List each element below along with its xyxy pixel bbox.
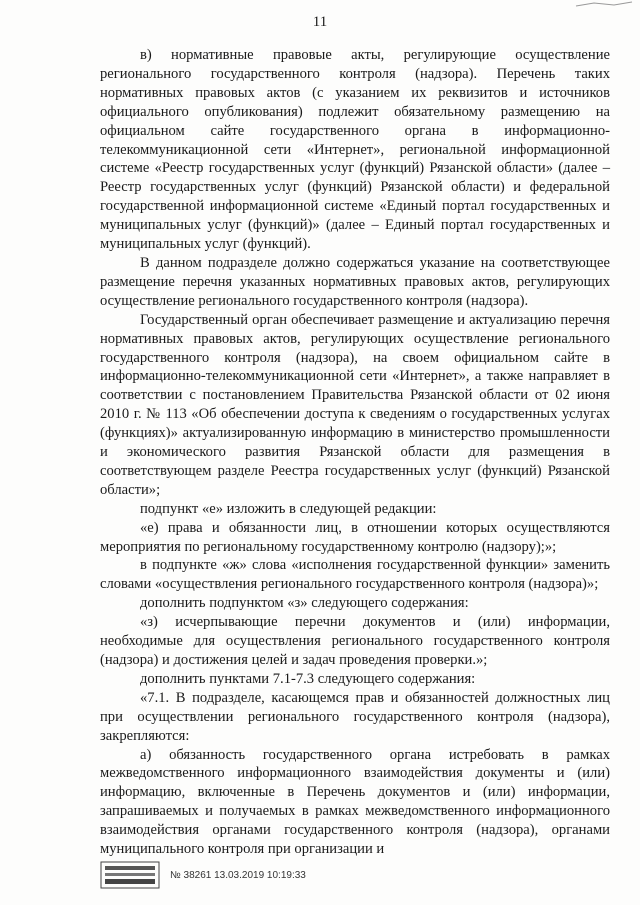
paragraph: «7.1. В подразделе, касающемся прав и обязанностей должностных лиц при осуществлении регионального государственного контроля (надзора), закрепляются:: [100, 689, 610, 744]
page-number: 11: [312, 14, 328, 30]
paragraph: «з) исчерпывающие перечни документов и (или) информации, необходимые для осуществления регионального государственного контроля (надзора) и достижения целей и задач проведения проверки.»;: [100, 614, 610, 668]
footer-stamp: [100, 860, 340, 890]
paragraph: дополнить пунктами 7.1-7.3 следующего содержания:: [140, 670, 476, 687]
body-text: [100, 46, 610, 859]
scan-artifact-mark: [574, 0, 634, 10]
paragraph: Государственный орган обеспечивает размещение и актуализацию перечня нормативных правовых актов, регулирующих осуществление регионального государственного контроля (надзора), на своем официальном сайте в информационно-телекоммуникационной сети «Интернет», а также направляет в соответствии с постановлением Правительства Рязанской области от 02 июня 2010 г. № 113 «Об обеспечении доступа к сведениям о государственных услугах (функциях)» актуализированную информацию в министерство промышленности и экономического развития Рязанской области для размещения в соответствующем разделе Реестра государственных услуг (функций) Рязанской области»;: [100, 311, 610, 498]
registration-stamp: № 38261 13.03.2019 10:19:33: [170, 870, 306, 881]
paragraph: подпункт «е» изложить в следующей редакции:: [140, 500, 437, 517]
paragraph: а) обязанность государственного органа истребовать в рамках межведомственного информационного взаимодействия документы и (или) информацию, включенные в Перечень документов и (или) информации, запрашиваемых и получаемых в рамках межведомственного информационного взаимодействия органами государственного контроля (надзора), органами муниципального контроля при организации и: [100, 746, 610, 858]
registry-logo-icon: [100, 860, 160, 890]
paragraph: в) нормативные правовые акты, регулирующие осуществление регионального государственного контроля (надзора). Перечень таких нормативных правовых актов (с указанием их реквизитов и источников официального опубликования) подлежит обязательному размещению на официальном сайте государственного органа в информационно-телекоммуникационной сети «Интернет», региональной информационной системе «Реестр государственных услуг (функций) Рязанской области» (далее – Реестр государственных услуг (функций) Рязанской области) и федеральной государственной информационной системе «Единый портал государственных и муниципальных услуг (функций)» (далее – Единый портал государственных и муниципальных услуг (функций).: [100, 47, 610, 253]
paragraph: в подпункте «ж» слова «исполнения государственной функции» заменить словами «осуществления регионального государственного контроля (надзора)»;: [100, 557, 610, 593]
paragraph: В данном подразделе должно содержаться указание на соответствующее размещение перечня указанных нормативных правовых актов, регулирующих осуществление регионального государственного контроля (надзора).: [100, 254, 610, 309]
paragraph: дополнить подпунктом «з» следующего содержания:: [140, 595, 469, 612]
paragraph: «е) права и обязанности лиц, в отношении которых осуществляются мероприятия по региональному государственному контролю (надзору);»;: [100, 519, 610, 555]
